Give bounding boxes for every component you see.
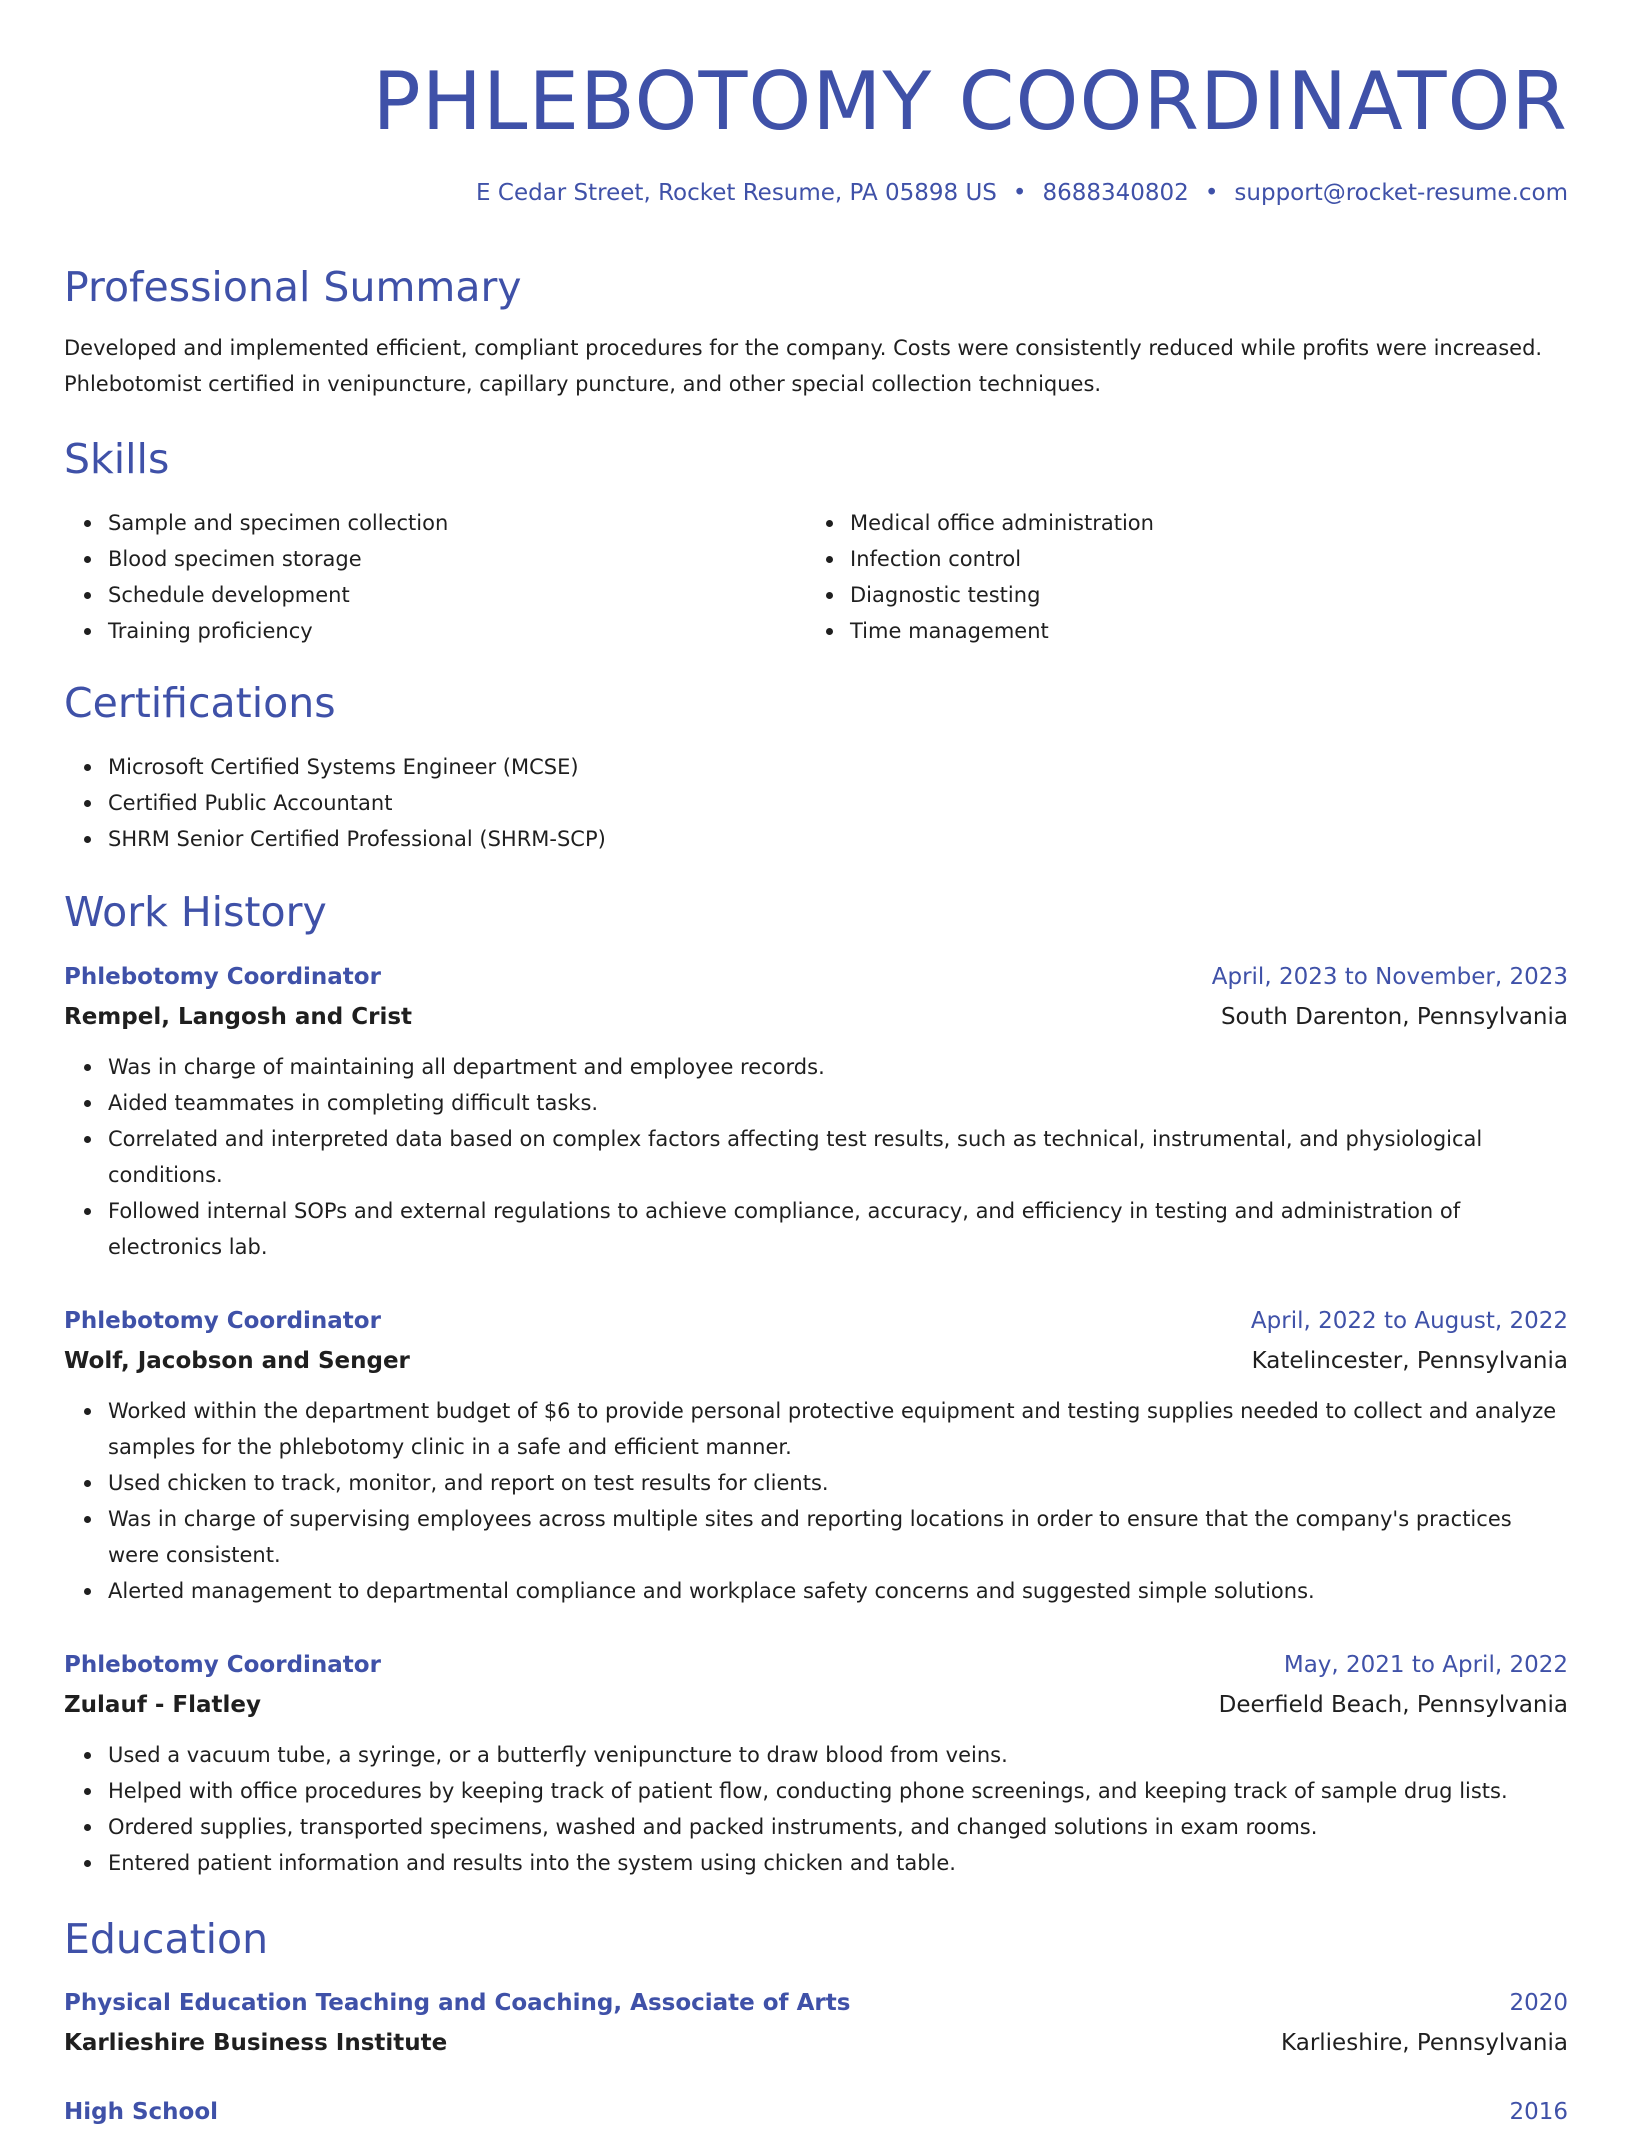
skill-item: Training proficiency <box>64 613 806 649</box>
contact-email: support@rocket-resume.com <box>1234 180 1568 206</box>
job-title: Phlebotomy Coordinator <box>64 1652 381 1678</box>
job-bullets <box>64 1393 1568 1609</box>
job-dates: May, 2021 to April, 2022 <box>1283 1652 1568 1678</box>
education-degree: High School <box>64 2099 219 2125</box>
skills-heading: Skills <box>64 435 170 483</box>
education-degree: Physical Education Teaching and Coaching, Associate of Arts <box>64 1990 851 2016</box>
skill-item: Sample and specimen collection <box>64 505 806 541</box>
job-entry <box>64 957 1568 1265</box>
education-entry <box>64 1983 1568 2063</box>
job-location: South Darenton, Pennsylvania <box>1220 1004 1568 1030</box>
job-bullets <box>64 1049 1568 1265</box>
education-location: Karlieshire, Pennsylvania <box>1281 2030 1568 2056</box>
job-bullet: Was in charge of supervising employees across multiple sites and reporting locations in order to ensure that the company's practices were consistent. <box>64 1501 1568 1573</box>
skill-item: Medical office administration <box>806 505 1548 541</box>
job-location: Deerfield Beach, Pennsylvania <box>1218 1692 1568 1718</box>
contact-phone: 8688340802 <box>1042 180 1189 206</box>
contact-separator: • <box>1204 180 1219 206</box>
certification-item: Microsoft Certified Systems Engineer (MCSE) <box>64 749 1568 785</box>
job-title: Phlebotomy Coordinator <box>64 1308 381 1334</box>
job-dates: April, 2022 to August, 2022 <box>1250 1308 1568 1334</box>
job-dates: April, 2023 to November, 2023 <box>1211 964 1568 990</box>
resume-page <box>64 0 1568 2125</box>
job-bullet: Entered patient information and results into the system using chicken and table. <box>64 1845 1568 1881</box>
job-bullet: Helped with office procedures by keeping track of patient flow, conducting phone screenings, and keeping track of sample drug lists. <box>64 1773 1568 1809</box>
contact-line <box>64 178 1568 208</box>
certification-item: Certified Public Accountant <box>64 785 1568 821</box>
job-bullet: Correlated and interpreted data based on complex factors affecting test results, such as technical, instrumental, and physiological conditions. <box>64 1121 1568 1193</box>
education-year: 2016 <box>1509 2099 1568 2125</box>
certifications-heading: Certifications <box>64 679 336 727</box>
skill-item: Blood specimen storage <box>64 541 806 577</box>
resume-name: PHLEBOTOMY COORDINATOR <box>372 55 1568 148</box>
summary-text: Developed and implemented efficient, compliant procedures for the company. Costs were consistently reduced while profits were increased. Phlebotomist certified in venipuncture, capillary puncture, and other special collection techniques. <box>64 336 1543 396</box>
education-year: 2020 <box>1509 1990 1568 2016</box>
skill-item: Infection control <box>806 541 1548 577</box>
work-history-heading: Work History <box>64 888 327 936</box>
contact-address: E Cedar Street, Rocket Resume, PA 05898 US <box>476 180 997 206</box>
job-company: Zulauf - Flatley <box>64 1692 261 1718</box>
skill-item: Time management <box>806 613 1548 649</box>
job-bullets <box>64 1737 1568 1881</box>
skills-column-left <box>64 505 806 649</box>
skills-column-right <box>806 505 1548 649</box>
certifications-list <box>64 749 1568 857</box>
summary-heading: Professional Summary <box>64 263 522 311</box>
job-location: Katelincester, Pennsylvania <box>1251 1348 1568 1374</box>
job-title: Phlebotomy Coordinator <box>64 964 381 990</box>
job-bullet: Ordered supplies, transported specimens, washed and packed instruments, and changed solutions in exam rooms. <box>64 1809 1568 1845</box>
skills-list <box>64 505 1568 649</box>
skill-item: Diagnostic testing <box>806 577 1548 613</box>
job-entry <box>64 1301 1568 1609</box>
job-company: Rempel, Langosh and Crist <box>64 1004 413 1030</box>
contact-separator: • <box>1012 180 1027 206</box>
education-school: Karlieshire Business Institute <box>64 2030 448 2056</box>
job-company: Wolf, Jacobson and Senger <box>64 1348 410 1374</box>
job-bullet: Followed internal SOPs and external regulations to achieve compliance, accuracy, and efficiency in testing and administration of electronics lab. <box>64 1193 1568 1265</box>
job-bullet: Alerted management to departmental compliance and workplace safety concerns and suggested simple solutions. <box>64 1573 1568 1609</box>
job-bullet: Used chicken to track, monitor, and report on test results for clients. <box>64 1465 1568 1501</box>
job-bullet: Aided teammates in completing difficult tasks. <box>64 1085 1568 1121</box>
certification-item: SHRM Senior Certified Professional (SHRM-SCP) <box>64 821 1568 857</box>
job-bullet: Worked within the department budget of $6 to provide personal protective equipment and testing supplies needed to collect and analyze samples for the phlebotomy clinic in a safe and efficient manner. <box>64 1393 1568 1465</box>
job-bullet: Was in charge of maintaining all department and employee records. <box>64 1049 1568 1085</box>
job-bullet: Used a vacuum tube, a syringe, or a butterfly venipuncture to draw blood from veins. <box>64 1737 1568 1773</box>
education-entry <box>64 2092 1568 2132</box>
education-heading: Education <box>64 1915 269 1963</box>
job-entry <box>64 1645 1568 1881</box>
skill-item: Schedule development <box>64 577 806 613</box>
